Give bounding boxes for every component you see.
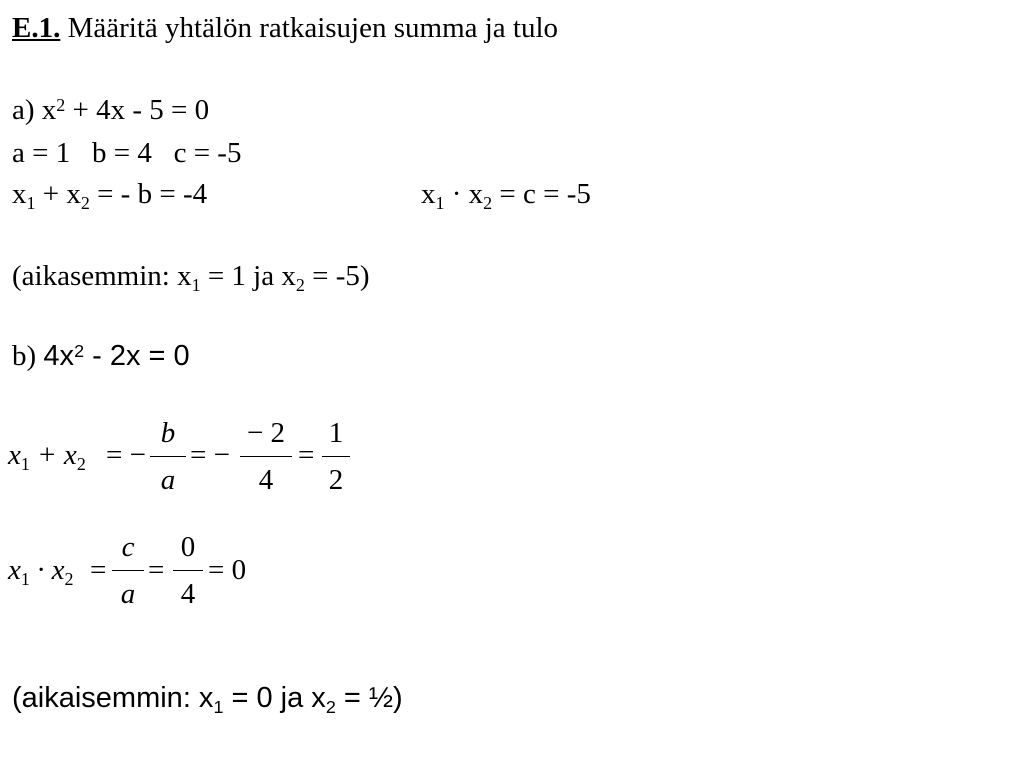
plus-x2-symbol: + x <box>37 439 77 471</box>
earlier-prefix: (aikasemmin: x <box>12 260 192 292</box>
sum-result: = - b = -4 <box>97 178 208 210</box>
numerator: 0 <box>180 531 196 563</box>
numerator: b <box>160 417 176 449</box>
numerator: − 2 <box>246 417 286 449</box>
subscript-2: 2 <box>64 569 74 590</box>
fraction-b-over-a <box>150 419 186 495</box>
exercise-instruction: Määritä yhtälön ratkaisujen summa ja tulo <box>67 12 559 44</box>
product-dot-x2: · x <box>451 178 484 210</box>
equals-1: = <box>90 554 107 586</box>
subscript-1: 1 <box>26 193 36 214</box>
fraction-bar <box>322 456 350 457</box>
fraction-bar <box>112 570 144 571</box>
subscript-1: 1 <box>20 454 30 475</box>
fraction-bar <box>240 456 292 457</box>
equation-rest: - 2x = 0 <box>92 340 190 372</box>
part-b-label: b) <box>12 340 37 372</box>
product-result: = c = -5 <box>499 178 591 210</box>
fraction-1-over-2 <box>322 419 350 495</box>
part-a-earlier <box>12 260 370 296</box>
equals-2: = <box>148 554 165 586</box>
sum-plus-x2: + x <box>42 178 81 210</box>
earlier-middle: = 0 ja x <box>231 682 326 714</box>
equals-3: = <box>298 439 315 471</box>
part-a-equation <box>12 96 209 125</box>
x1-symbol: x <box>8 554 21 586</box>
denominator: a <box>120 578 136 610</box>
exponent: 2 <box>56 94 66 115</box>
exercise-number: E.1. <box>12 12 61 44</box>
subscript-2: 2 <box>295 275 305 296</box>
subscript-1: 1 <box>191 275 201 296</box>
numerator: c <box>121 531 135 563</box>
denominator: 4 <box>180 578 196 610</box>
fraction-bar <box>150 456 186 457</box>
x1-symbol: x <box>8 439 21 471</box>
part-b-equation <box>12 342 190 371</box>
part-a-product <box>421 178 591 214</box>
subscript-2: 2 <box>483 193 493 214</box>
fraction-minus2-over-4 <box>240 419 292 495</box>
fraction-bar <box>173 570 203 571</box>
subscript-1: 1 <box>20 569 30 590</box>
equation-rest: + 4x - 5 = 0 <box>72 94 210 126</box>
fraction-0-over-4 <box>173 533 203 609</box>
part-a-sum <box>12 178 208 214</box>
sum-x1: x <box>12 178 27 210</box>
sum-formula-lhs <box>8 439 86 475</box>
subscript-1: 1 <box>213 697 224 718</box>
equals-zero: = 0 <box>208 554 247 586</box>
equation-variable: 4x <box>43 340 75 372</box>
denominator: 2 <box>328 464 344 496</box>
page-title <box>12 14 558 43</box>
equals-minus-2: = − <box>190 439 230 471</box>
part-b-earlier <box>12 682 403 718</box>
part-a-coefficients: a = 1 b = 4 c = -5 <box>12 137 242 169</box>
part-b-equation-body <box>43 340 189 372</box>
subscript-2: 2 <box>80 193 90 214</box>
exponent: 2 <box>74 340 85 361</box>
fraction-c-over-a <box>112 533 144 609</box>
product-x1: x <box>421 178 436 210</box>
earlier-prefix: (aikaisemmin: x <box>12 682 214 714</box>
dot-x2-symbol: · x <box>37 554 65 586</box>
part-a-label: a) <box>12 94 35 126</box>
denominator: 4 <box>258 464 274 496</box>
subscript-2: 2 <box>325 697 336 718</box>
subscript-2: 2 <box>76 454 86 475</box>
product-formula-lhs <box>8 554 74 590</box>
earlier-suffix: = ½) <box>343 682 403 714</box>
earlier-suffix: = -5) <box>312 260 370 292</box>
denominator: a <box>160 464 176 496</box>
equation-variable: x <box>41 94 57 126</box>
earlier-middle: = 1 ja x <box>207 260 296 292</box>
equals-minus-1: = − <box>106 439 146 471</box>
numerator: 1 <box>328 417 344 449</box>
subscript-1: 1 <box>435 193 445 214</box>
